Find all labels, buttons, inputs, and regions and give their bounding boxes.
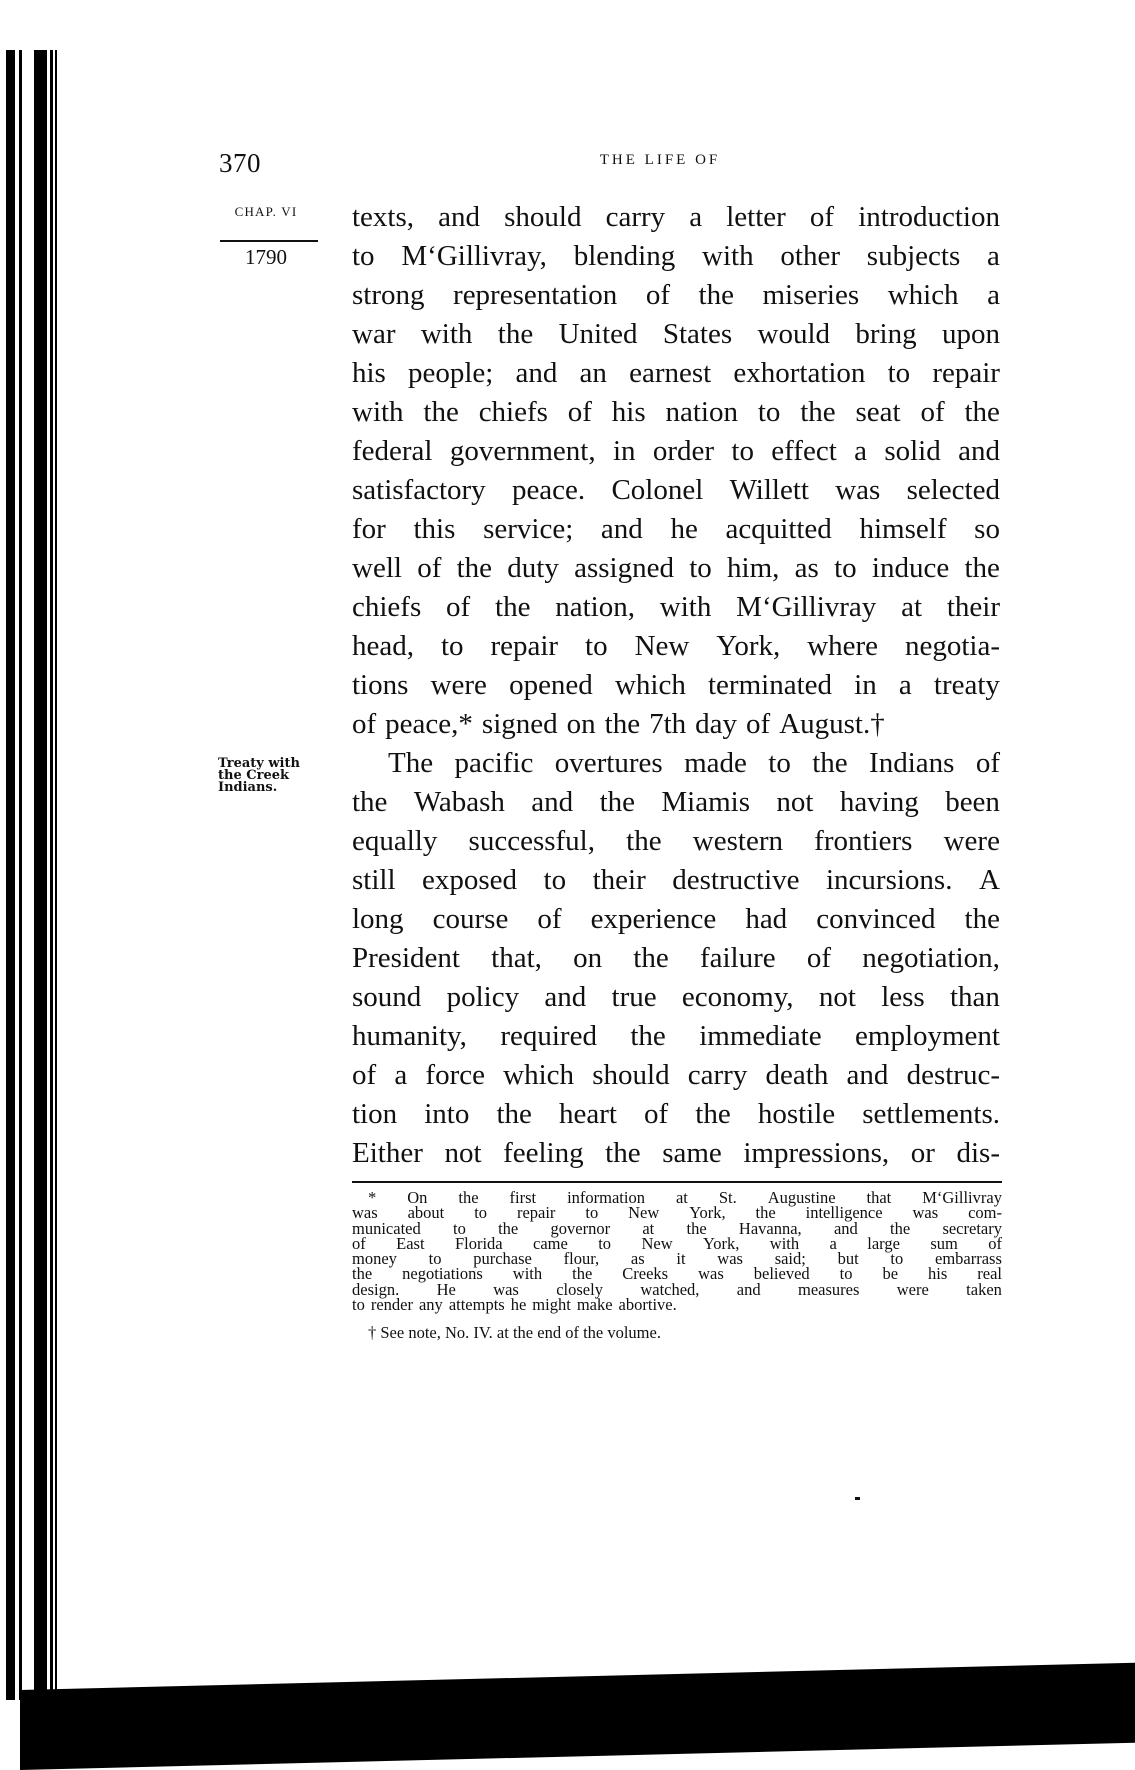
footnote-rule <box>352 1181 1002 1183</box>
footnote-line: * On the first information at St. Augustine that M‘Gillivray <box>368 1188 1002 1207</box>
margin-note-line: the Creek <box>218 768 289 783</box>
body-line: humanity, required the immediate employment <box>352 1020 1000 1052</box>
footnote-line: money to purchase flour, as it was said; but to embarrass <box>352 1249 1002 1269</box>
scan-binding-edge <box>0 50 62 1700</box>
margin-chapter: CHAP. VI <box>234 204 298 219</box>
body-line: chiefs of the nation, with M‘Gillivray at their <box>352 591 1000 623</box>
body-line: The pacific overtures made to the Indians of <box>388 747 1000 779</box>
footnotes <box>352 1190 1002 1341</box>
margin-note-line: Treaty with <box>218 756 300 771</box>
footnote-line: to render any attempts he might make abortive. <box>352 1295 677 1315</box>
body-line: strong representation of the miseries which a <box>352 279 1000 311</box>
body-line: President that, on the failure of negotiation, <box>352 942 1000 974</box>
body-line: of a force which should carry death and destruc- <box>352 1059 1000 1091</box>
body-line: tion into the heart of the hostile settlements. <box>352 1098 1000 1130</box>
body-line: sound policy and true economy, not less than <box>352 981 1000 1013</box>
footnote-dagger: † See note, No. IV. at the end of the volume. <box>368 1323 661 1343</box>
body-line: tions were opened which terminated in a treaty <box>352 669 1000 701</box>
body-line: Either not feeling the same impressions, or dis- <box>352 1137 1000 1169</box>
body-line: his people; and an earnest exhortation to repair <box>352 357 1000 389</box>
scan-speck <box>855 1497 860 1500</box>
margin-note-line: Indians. <box>218 780 278 795</box>
body-line: long course of experience had convinced the <box>352 903 1000 935</box>
body-line: to M‘Gillivray, blending with other subjects a <box>352 240 1000 272</box>
body-line: for this service; and he acquitted himself so <box>352 513 1000 545</box>
body-line: the Wabash and the Miamis not having been <box>352 786 1000 818</box>
footnote-line: design. He was closely watched, and measures were taken <box>352 1279 1002 1299</box>
margin-year: 1790 <box>245 245 287 269</box>
body-line: with the chiefs of his nation to the seat of the <box>352 396 1000 428</box>
margin-rule <box>220 240 318 242</box>
footnote-line: municated to the governor at the Havanna, and the secretary <box>352 1218 1002 1238</box>
page-number: 370 <box>219 148 261 178</box>
body-line: of peace,* signed on the 7th day of August.† <box>352 708 885 740</box>
footnote-line: was about to repair to New York, the intelligence was com- <box>352 1203 1002 1223</box>
body-line: well of the duty assigned to him, as to induce the <box>352 552 1000 584</box>
running-head: THE LIFE OF <box>599 152 721 168</box>
body-line: federal government, in order to effect a solid and <box>352 435 1000 467</box>
body-line: head, to repair to New York, where negotia- <box>352 630 1000 662</box>
footnote-line: the negotiations with the Creeks was believed to be his real <box>352 1264 1002 1284</box>
margin-note-treaty <box>218 758 328 794</box>
body-line: texts, and should carry a letter of introduction <box>352 201 1000 233</box>
body-text <box>352 198 1000 1173</box>
footnote-line: of East Florida came to New York, with a large sum of <box>352 1233 1002 1253</box>
body-line: war with the United States would bring upon <box>352 318 1000 350</box>
body-line: still exposed to their destructive incursions. A <box>352 864 1000 896</box>
body-line: equally successful, the western frontiers were <box>352 825 1000 857</box>
body-line: satisfactory peace. Colonel Willett was selected <box>352 474 1000 506</box>
